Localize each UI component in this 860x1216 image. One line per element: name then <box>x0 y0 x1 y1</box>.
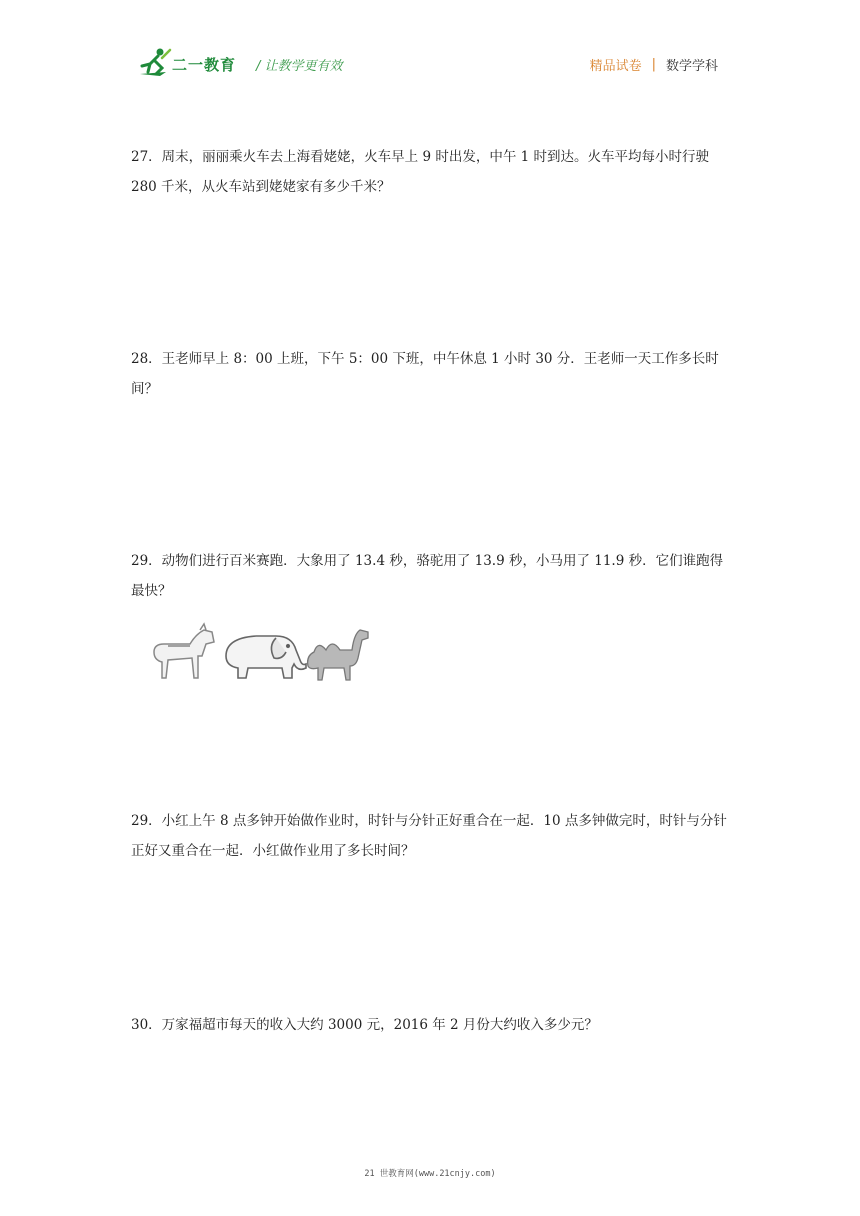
horse-icon <box>154 624 214 678</box>
question-29-clock: 29．小红上午 8 点多钟开始做作业时，时针与分针正好重合在一起．10 点多钟做完时，时针与分针正好又重合在一起．小红做作业用了多长时间？ <box>131 813 727 859</box>
question-27: 27．周末，丽丽乘火车去上海看姥姥，火车早上 9 时出发，中午 1 时到达。火车平均每小时行驶 280 千米，从火车站到姥姥家有多少千米？ <box>131 149 710 195</box>
animals-illustration <box>146 622 376 686</box>
header-separator: | <box>651 57 656 72</box>
question-30: 30．万家福超市每天的收入大约 3000 元，2016 年 2 月份大约收入多少元？ <box>131 1017 598 1033</box>
subject-label: 数学学科 <box>665 59 718 74</box>
question-29-race: 29．动物们进行百米赛跑．大象用了 13.4 秒，骆驼用了 13.9 秒，小马用了 11.9 秒．它们谁跑得最快？ <box>131 553 724 599</box>
header-slogan: / 让教学更有效 <box>256 59 343 74</box>
page-header <box>0 0 860 90</box>
brand-label: 精品试卷 <box>589 59 642 74</box>
header-right <box>590 55 718 74</box>
camel-icon <box>308 630 368 680</box>
page-footer: 21 世教育网(www.21cnjy.com) <box>364 1169 496 1179</box>
logo-text: 二一教育 <box>172 56 237 74</box>
question-28: 28．王老师早上 8：00 上班，下午 5：00 下班，中午休息 1 小时 30 分．王老师一天工作多长时间？ <box>131 351 719 397</box>
elephant-icon <box>226 636 306 678</box>
